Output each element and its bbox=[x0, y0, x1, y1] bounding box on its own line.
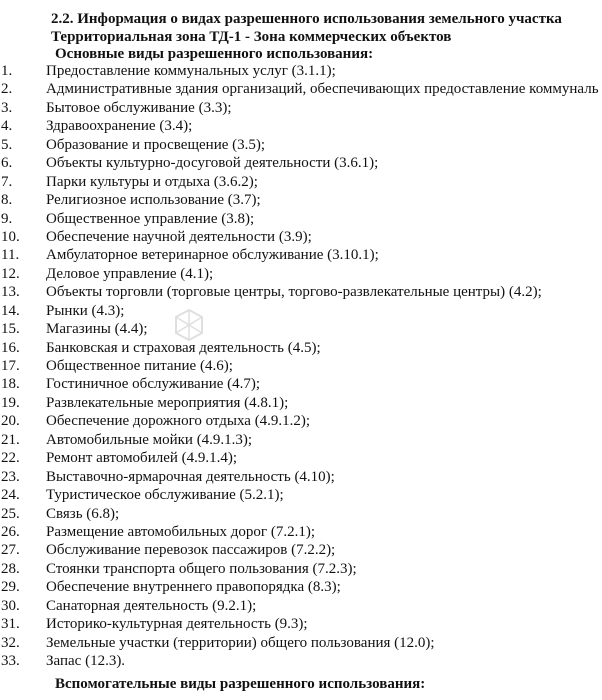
list-item-number: 11. bbox=[1, 247, 20, 264]
list-item-text: Развлекательные мероприятия (4.8.1); bbox=[46, 394, 289, 411]
list-item-text: Запас (12.3). bbox=[46, 653, 126, 669]
list-item-text: Деловое управление (4.1); bbox=[46, 265, 214, 282]
list-item-number: 27. bbox=[1, 542, 20, 559]
list-item-text: Туристическое обслуживание (5.2.1); bbox=[46, 487, 284, 504]
list-item-number: 31. bbox=[1, 616, 20, 633]
list-item-number: 4. bbox=[1, 118, 13, 135]
watermark-logo-icon bbox=[172, 308, 206, 342]
list-item-text: Обслуживание перевозок пассажиров (7.2.2); bbox=[46, 542, 336, 559]
list-item-text: Общественное питание (4.6); bbox=[46, 358, 233, 374]
list-item bbox=[0, 615, 602, 633]
list-item bbox=[0, 449, 602, 467]
list-item bbox=[0, 62, 602, 80]
list-item-number: 33. bbox=[1, 653, 20, 669]
list-item-number: 19. bbox=[1, 394, 20, 411]
list-item bbox=[0, 191, 602, 209]
auxiliary-uses-heading: Вспомогательные виды разрешенного использования: bbox=[55, 676, 426, 692]
list-item bbox=[0, 117, 602, 135]
list-item-number: 29. bbox=[1, 579, 20, 596]
zone-title: Территориальная зона ТД-1 - Зона коммерческих объектов bbox=[51, 29, 452, 45]
list-item bbox=[0, 302, 602, 320]
list-item-number: 3. bbox=[1, 99, 13, 116]
list-item-number: 13. bbox=[1, 284, 20, 301]
list-item-text: Рынки (4.3); bbox=[46, 302, 125, 319]
list-item-number: 25. bbox=[1, 505, 20, 522]
list-item bbox=[0, 283, 602, 301]
list-item-text: Стоянки транспорта общего пользования (7.2.3); bbox=[46, 560, 357, 577]
list-item-text: Историко-культурная деятельность (9.3); bbox=[46, 616, 308, 633]
list-item bbox=[0, 320, 602, 338]
list-item bbox=[0, 578, 602, 596]
list-item bbox=[0, 412, 602, 430]
list-item-text: Автомобильные мойки (4.9.1.3); bbox=[46, 431, 253, 448]
list-item-text: Предоставление коммунальных услуг (3.1.1); bbox=[46, 63, 336, 79]
list-item-number: 24. bbox=[1, 487, 20, 504]
list-item bbox=[0, 136, 602, 154]
list-item-number: 26. bbox=[1, 523, 20, 540]
main-uses-heading: Основные виды разрешенного использования: bbox=[55, 46, 374, 62]
main-uses-list bbox=[0, 62, 602, 670]
list-item-text: Санаторная деятельность (9.2.1); bbox=[46, 597, 257, 614]
list-item-text: Административные здания организаций, обеспечивающих предоставление коммуналь bbox=[46, 81, 599, 98]
list-item-number: 12. bbox=[1, 265, 20, 282]
list-item bbox=[0, 210, 602, 228]
list-item-text: Объекты торговли (торговые центры, торгово-развлекательные центры) (4.2); bbox=[46, 284, 542, 301]
list-item-number: 17. bbox=[1, 358, 20, 374]
list-item-text: Религиозное использование (3.7); bbox=[46, 192, 261, 209]
list-item-text: Обеспечение внутреннего правопорядка (8.3); bbox=[46, 579, 341, 596]
list-item bbox=[0, 560, 602, 578]
list-item-text: Образование и просвещение (3.5); bbox=[46, 136, 266, 153]
list-item-number: 18. bbox=[1, 376, 20, 393]
list-item-number: 16. bbox=[1, 339, 20, 356]
list-item bbox=[0, 541, 602, 559]
list-item-number: 30. bbox=[1, 597, 20, 614]
list-item bbox=[0, 228, 602, 246]
list-item-text: Выставочно-ярмарочная деятельность (4.10); bbox=[46, 468, 335, 485]
list-item-text: Парки культуры и отдыха (3.6.2); bbox=[46, 173, 258, 190]
list-item-number: 5. bbox=[1, 136, 13, 153]
list-item-text: Бытовое обслуживание (3.3); bbox=[46, 99, 232, 116]
list-item bbox=[0, 652, 602, 670]
list-item-text: Банковская и страховая деятельность (4.5); bbox=[46, 339, 321, 356]
list-item-number: 6. bbox=[1, 155, 13, 172]
list-item bbox=[0, 505, 602, 523]
list-item bbox=[0, 486, 602, 504]
list-item-number: 20. bbox=[1, 413, 20, 430]
list-item-number: 10. bbox=[1, 228, 20, 245]
list-item bbox=[0, 357, 602, 375]
list-item bbox=[0, 80, 602, 98]
list-item bbox=[0, 394, 602, 412]
list-item bbox=[0, 597, 602, 615]
list-item-number: 9. bbox=[1, 210, 13, 227]
list-item bbox=[0, 468, 602, 486]
list-item-number: 2. bbox=[1, 81, 13, 98]
list-item-number: 28. bbox=[1, 560, 20, 577]
list-item-number: 32. bbox=[1, 634, 20, 651]
list-item-number: 15. bbox=[1, 321, 20, 338]
list-item bbox=[0, 154, 602, 172]
list-item-number: 7. bbox=[1, 173, 13, 190]
list-item-text: Амбулаторное ветеринарное обслуживание (3.10.1); bbox=[46, 247, 379, 264]
list-item bbox=[0, 173, 602, 191]
list-item-text: Размещение автомобильных дорог (7.2.1); bbox=[46, 523, 315, 540]
list-item-text: Общественное управление (3.8); bbox=[46, 210, 255, 227]
list-item bbox=[0, 99, 602, 117]
list-item bbox=[0, 523, 602, 541]
list-item-text: Магазины (4.4); bbox=[46, 321, 148, 338]
list-item-text: Связь (6.8); bbox=[46, 505, 120, 522]
list-item-number: 22. bbox=[1, 450, 20, 467]
list-item-number: 8. bbox=[1, 192, 13, 209]
list-item bbox=[0, 265, 602, 283]
list-item-number: 1. bbox=[1, 63, 13, 79]
list-item-text: Ремонт автомобилей (4.9.1.4); bbox=[46, 450, 238, 467]
list-item bbox=[0, 339, 602, 357]
list-item-number: 21. bbox=[1, 431, 20, 448]
list-item bbox=[0, 634, 602, 652]
list-item-text: Здравоохранение (3.4); bbox=[46, 118, 193, 135]
list-item bbox=[0, 375, 602, 393]
section-title: 2.2. Информация о видах разрешенного использования земельного участка bbox=[51, 11, 562, 27]
list-item bbox=[0, 246, 602, 264]
list-item-text: Земельные участки (территории) общего пользования (12.0); bbox=[46, 634, 435, 651]
list-item-text: Обеспечение научной деятельности (3.9); bbox=[46, 228, 312, 245]
list-item bbox=[0, 431, 602, 449]
list-item-number: 23. bbox=[1, 468, 20, 485]
list-item-text: Объекты культурно-досуговой деятельности (3.6.1); bbox=[46, 155, 379, 172]
list-item-number: 14. bbox=[1, 302, 20, 319]
list-item-text: Гостиничное обслуживание (4.7); bbox=[46, 376, 261, 393]
list-item-text: Обеспечение дорожного отдыха (4.9.1.2); bbox=[46, 413, 311, 430]
